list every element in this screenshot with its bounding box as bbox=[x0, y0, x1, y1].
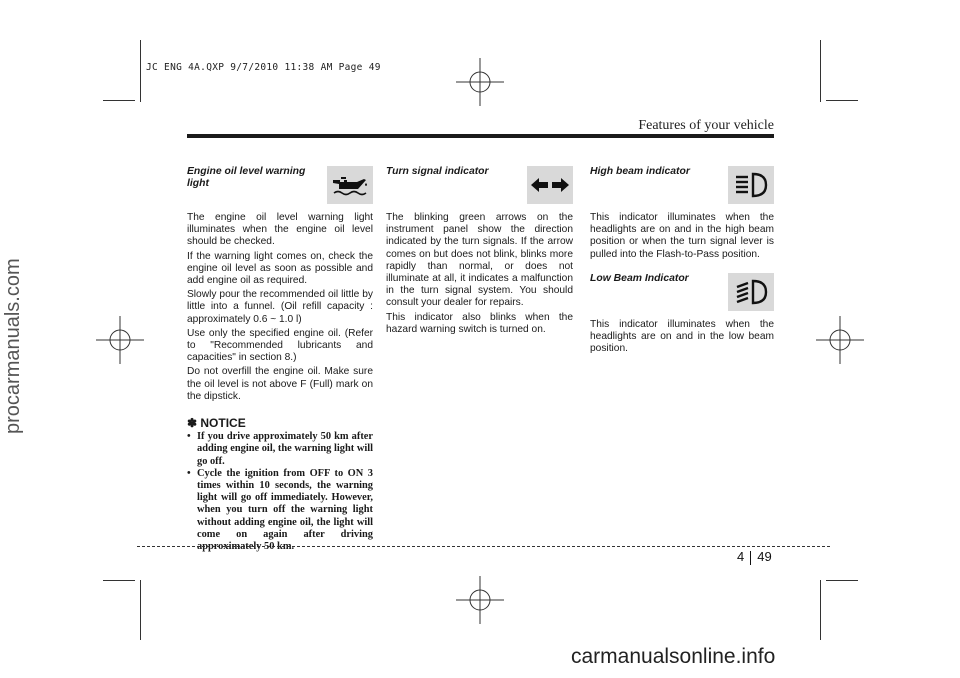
bottom-watermark: carmanualsonline.info bbox=[571, 645, 776, 668]
turn-signal-column bbox=[386, 166, 573, 338]
notice-list bbox=[187, 431, 373, 553]
notice-item: • Cycle the ignition from OFF to ON 3 times within 10 seconds, the warning light will go off immediately. However, when you turn off the warning light without adding engine oil, the light will come on again after driving approximately 50 km. bbox=[187, 468, 373, 553]
low-beam-icon bbox=[728, 273, 774, 311]
engine-oil-heading-block bbox=[187, 166, 373, 204]
header-rule bbox=[187, 134, 774, 138]
engine-oil-paragraph: The engine oil level warning light illuminates when the engine oil level should be checked. bbox=[187, 212, 373, 248]
oil-can-icon bbox=[327, 166, 373, 204]
turn-signal-paragraph: The blinking green arrows on the instrument panel show the direction indicated by the turn signals. If the arrow comes on but does not blink, blinks more rapidly than normal, or does not illuminate at all, it indicates a malfunction in the turn signal system. You should consult your dealer for repairs. bbox=[386, 212, 573, 309]
beam-column bbox=[590, 166, 774, 357]
high-beam-heading: High beam indicator bbox=[590, 166, 690, 177]
turn-signal-arrows-icon bbox=[527, 166, 573, 204]
engine-oil-paragraph: Do not overfill the engine oil. Make sure the oil level is not above F (Full) mark on the dipstick. bbox=[187, 366, 373, 402]
section-title: Features of your vehicle bbox=[638, 118, 774, 133]
turn-signal-paragraph: This indicator also blinks when the hazard warning switch is turned on. bbox=[386, 311, 573, 335]
low-beam-heading-block bbox=[590, 273, 774, 311]
notice-item: • If you drive approximately 50 km after adding engine oil, the warning light will go off. bbox=[187, 431, 373, 468]
engine-oil-column bbox=[187, 166, 373, 553]
page-number-value: 49 bbox=[757, 549, 772, 564]
print-header: JC ENG 4A.QXP 9/7/2010 11:38 AM Page 49 bbox=[146, 62, 381, 73]
low-beam-heading: Low Beam Indicator bbox=[590, 272, 689, 284]
high-beam-heading-block bbox=[590, 166, 774, 204]
notice-title: ✽ NOTICE bbox=[187, 416, 246, 431]
page-number bbox=[737, 549, 772, 565]
engine-oil-paragraph: Slowly pour the recommended oil little by little into a funnel. (Oil refill capacity : approximately 0.6 ~ 1.0 l) bbox=[187, 289, 373, 325]
section-number: 4 bbox=[737, 549, 745, 564]
engine-oil-paragraph: If the warning light comes on, check the engine oil level as soon as possible and add engine oil as required. bbox=[187, 250, 373, 287]
high-beam-text: This indicator illuminates when the headlights are on and in the high beam position or when the turn signal lever is pulled into the Flash-to-Pass position. bbox=[590, 212, 774, 260]
side-watermark: procarmanuals.com bbox=[2, 258, 24, 434]
low-beam-text: This indicator illuminates when the headlights are on and in the low beam position. bbox=[590, 318, 774, 355]
engine-oil-paragraph: Use only the specified engine oil. (Refer to "Recommended lubricants and capacities" in section 8.) bbox=[187, 327, 373, 364]
footer-dashed-rule bbox=[137, 546, 830, 547]
high-beam-icon bbox=[728, 166, 774, 204]
turn-signal-heading-block bbox=[386, 166, 573, 204]
turn-signal-heading: Turn signal indicator bbox=[386, 166, 489, 177]
engine-oil-heading: Engine oil level warning light bbox=[187, 166, 306, 190]
page-number-separator bbox=[750, 551, 751, 565]
